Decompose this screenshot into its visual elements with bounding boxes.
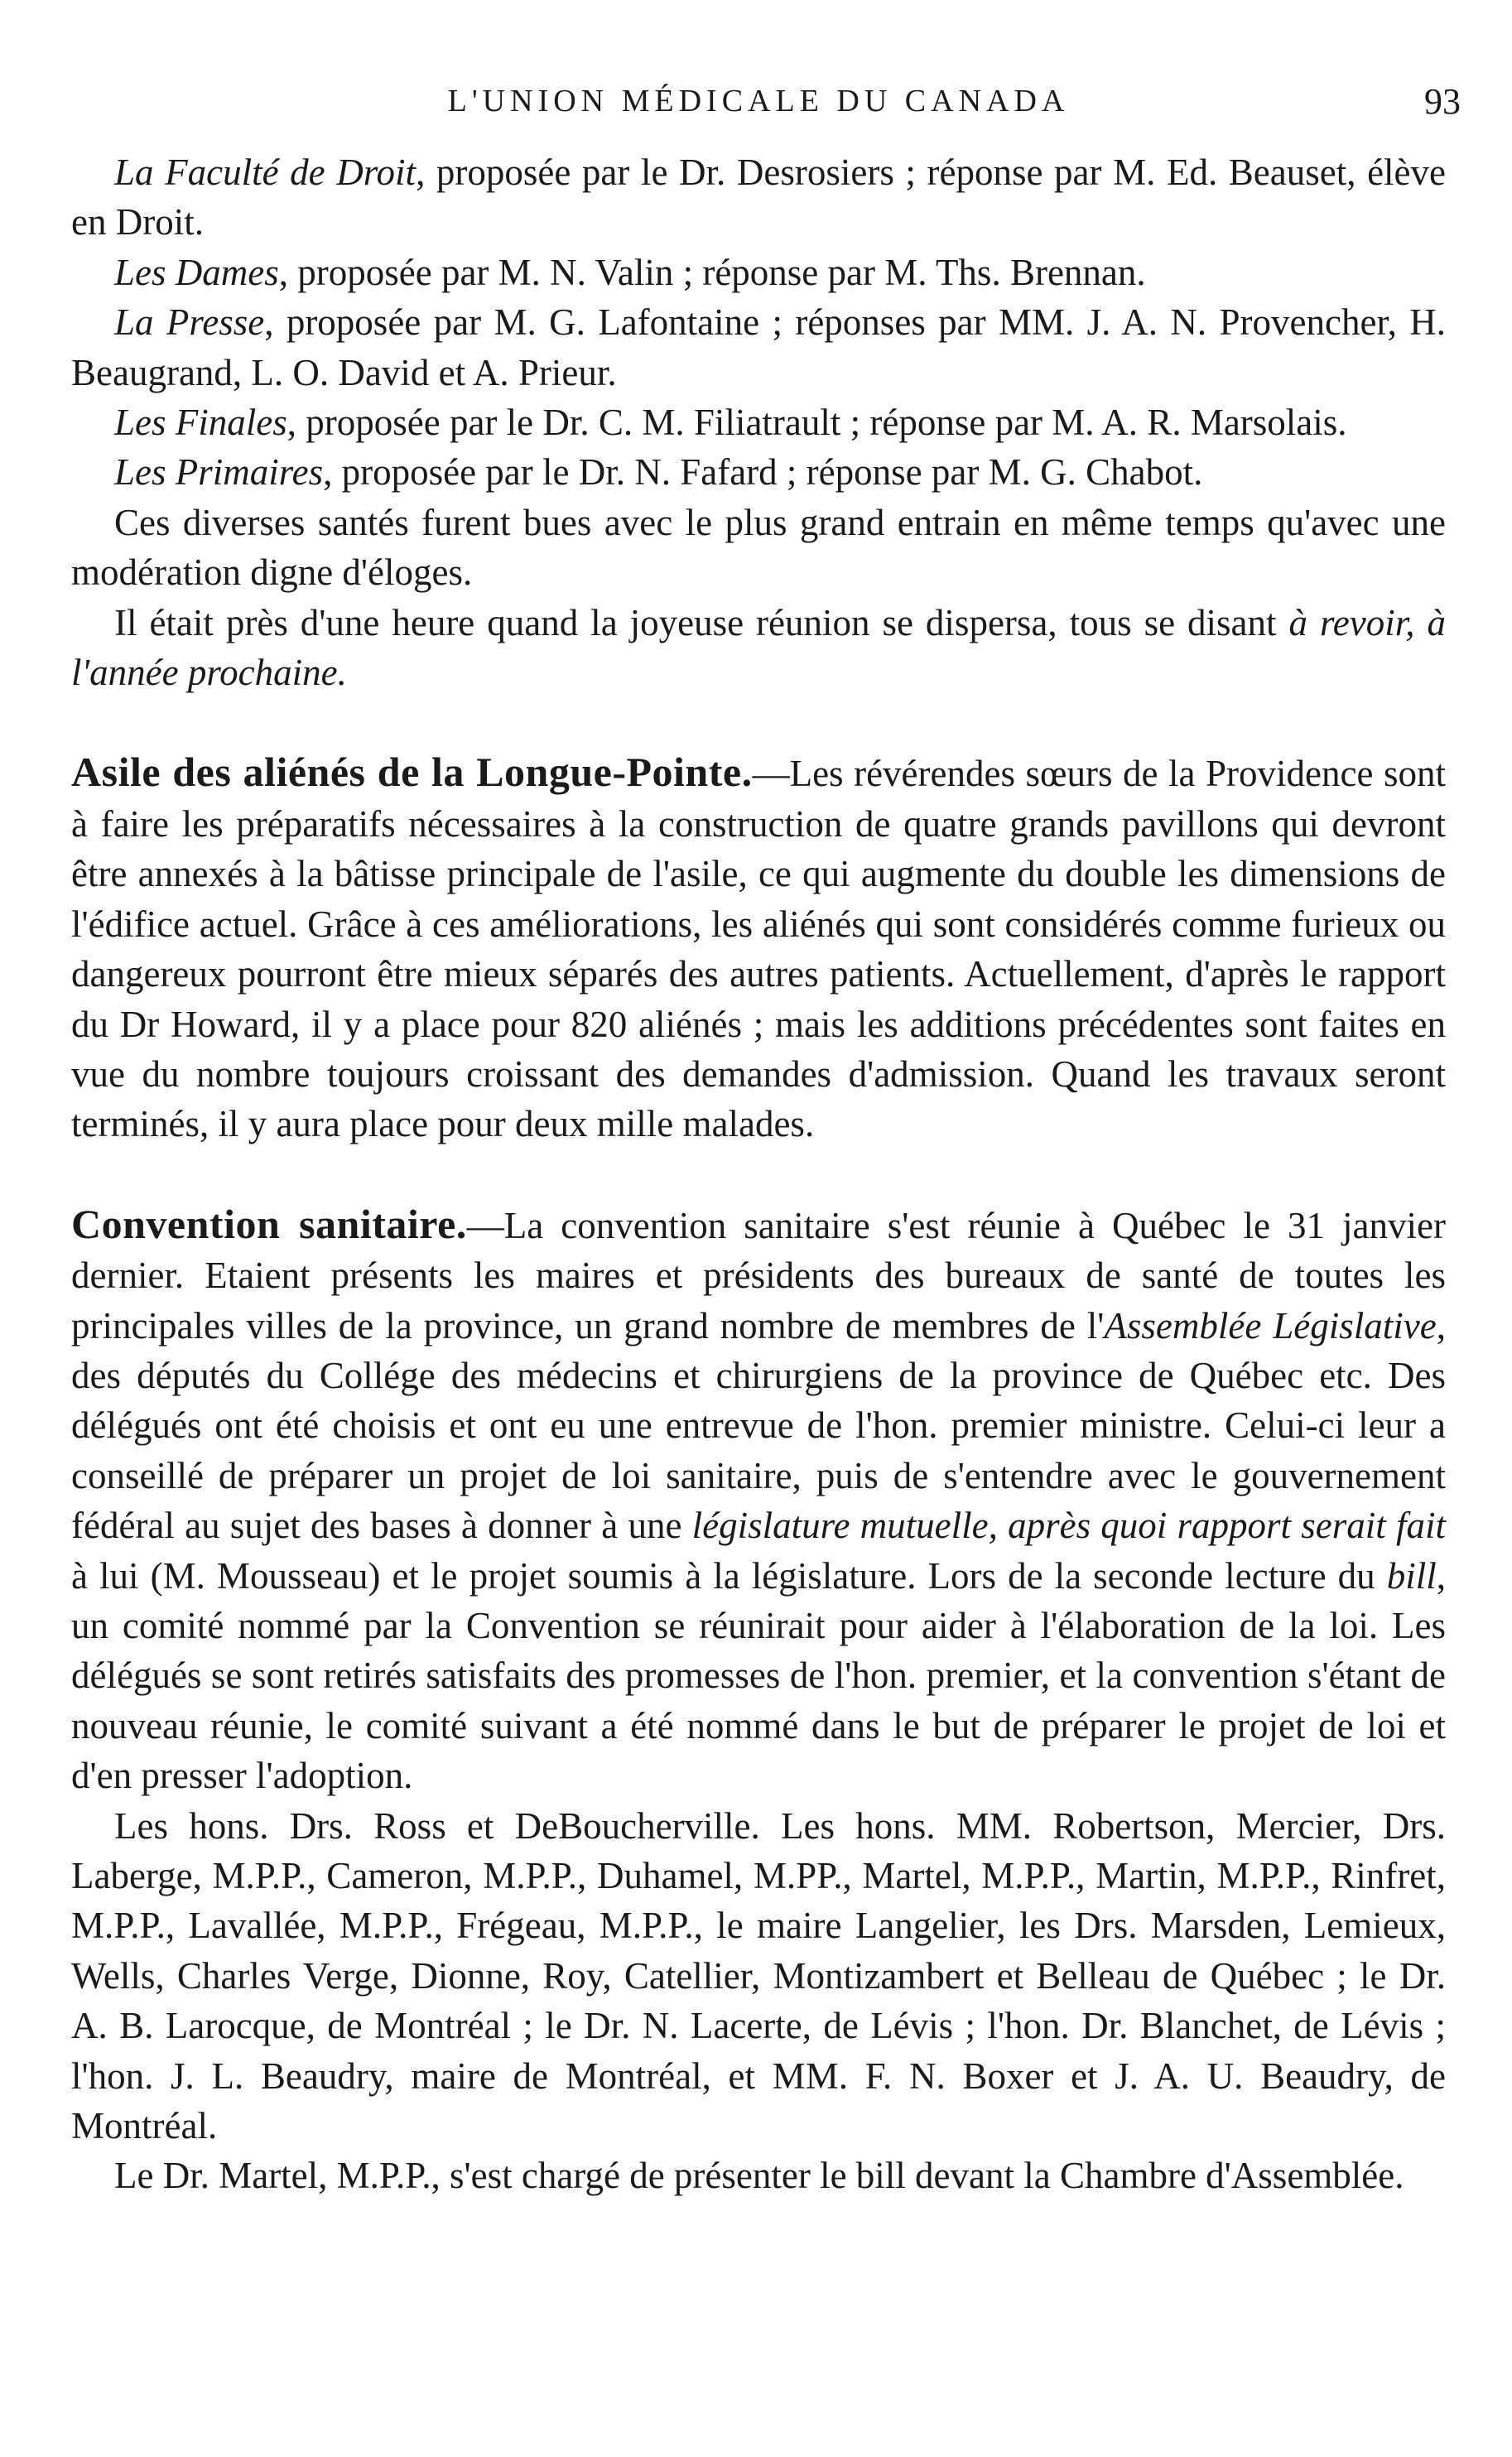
section-spacer (71, 697, 1446, 747)
final-paragraph: Le Dr. Martel, M.P.P., s'est chargé de présenter le bill devant la Chambre d'Assemblée. (114, 2155, 1404, 2197)
section-spacer (71, 1149, 1446, 1199)
convention-heading: Convention sanitaire. (71, 1200, 467, 1247)
committee-paragraph: Les hons. Drs. Ross et DeBoucherville. Les hons. MM. Robertson, Mercier, Drs. Laberge, M.P.P., Cameron, M.P.P., Duhamel, M.PP., Martel, M.P.P., Martin, M.P.P., Rinfret, M.P.P., Lavallée, M.P.P., Frégeau, M.P.P., le maire Langelier, les Drs. Marsden, Lemieux, Wells, Charles Verge, Dionne, Roy, Catellier, Montizambert et Belleau de Québec ; le Dr. A. B. Larocque, de Montréal ; le Dr. N. Lacerte, de Lévis ; l'hon. Dr. Blanchet, de Lévis ; l'hon. J. L. Beaudry, maire de Montréal, et MM. F. N. Boxer et J. A. U. Beaudry, de Montréal. (71, 1804, 1446, 2147)
closing-paragraph: Ces diverses santés furent bues avec le plus grand entrain en même temps qu'avec une modération digne d'éloges. (71, 501, 1446, 594)
toast-name: Les Finales (114, 402, 287, 444)
article-body (71, 147, 1446, 2201)
asile-section (71, 747, 1446, 1149)
convention-section: Convention sanitaire.—La convention sanitaire s'est réunie à Québec le 31 janvier dernier. Etaient présents les maires et présidents des bureaux de santé de toutes les principales villes de la province, un grand nombre de membres de l'Assemblée Législative, des députés du Collége des médecins et chirurgiens de la province de Québec etc. Des délégués ont été choisis et ont eu une entrevue de l'hon. premier ministre. Celui-ci leur a conseillé de préparer un projet de loi sanitaire, puis de s'entendre avec le gouvernement fédéral au sujet des bases à donner à une législature mutuelle, après quoi rapport serait fait à lui (M. Mousseau) et le projet soumis à la législature. Lors de la seconde lecture du bill, un comité nommé par la Convention se réunirait pour aider à l'élaboration de la loi. Les délégués se sont retirés satisfaits des promesses de l'hon. premier, et la convention s'étant de nouveau réunie, le comité suivant a été nommé dans le but de préparer le projet de loi et d'en presser l'adoption. (71, 1200, 1446, 1797)
toast-name: La Presse (114, 301, 265, 344)
asile-body: —Les révérendes sœurs de la Providence sont à faire les préparatifs nécessaires à la construction de quatre grands pavillons qui devront être annexés à la bâtisse principale de l'asile, ce qui augmente du double les dimensions de l'édifice actuel. Grâce à ces améliorations, les aliénés qui sont considérés comme furieux ou dangereux pourront être mieux séparés des autres patients. Actuellement, d'après le rapport du Dr Howard, il y a place pour 820 aliénés ; mais les additions précédentes sont faites en vue du nombre toujours croissant des demandes d'admission. Quand les travaux seront terminés, il y aura place pour deux mille malades. (71, 753, 1446, 1145)
page-number: 93 (1424, 80, 1461, 122)
toast-name: Les Dames (114, 251, 279, 293)
toast-name: La Faculté de Droit (114, 152, 417, 193)
journal-page (71, 0, 1461, 2457)
toast-name: Les Primaires (114, 451, 324, 494)
running-title: L'UNION MÉDICALE DU CANADA (447, 84, 1070, 118)
running-head (71, 76, 1446, 126)
toast-paragraph: Les Primaires, proposée par le Dr. N. Fafard ; réponse par M. G. Chabot. (114, 451, 1203, 494)
toast-paragraph: La Faculté de Droit, proposée par le Dr. Desrosiers ; réponse par M. Ed. Beauset, élève en Droit. (71, 152, 1446, 243)
closing-paragraph: Il était près d'une heure quand la joyeuse réunion se dispersa, tous se disant à revoir, à l'année prochaine. (71, 601, 1446, 694)
toast-paragraph: Les Dames, proposée par M. N. Valin ; réponse par M. Ths. Brennan. (114, 251, 1146, 293)
asile-heading: Asile des aliénés de la Longue-Pointe. (71, 749, 753, 796)
toast-paragraph: La Presse, proposée par M. G. Lafontaine ; réponses par MM. J. A. N. Provencher, H. Beaugrand, L. O. David et A. Prieur. (71, 301, 1447, 393)
toast-paragraph: Les Finales, proposée par le Dr. C. M. Filiatrault ; réponse par M. A. R. Marsolais. (114, 402, 1347, 444)
